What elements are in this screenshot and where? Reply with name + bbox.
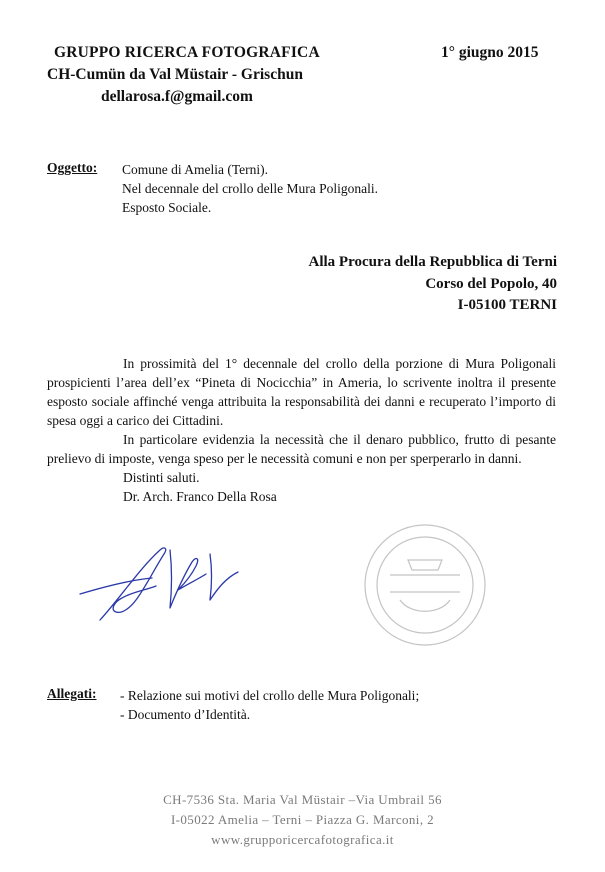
organization-location: CH-Cumün da Val Müstair - Grischun — [47, 66, 303, 83]
attachment-item: - Documento d’Identità. — [120, 707, 251, 722]
organization-email: dellarosa.f@gmail.com — [101, 88, 253, 105]
handwritten-signature — [60, 528, 250, 628]
footer-website: www.grupporicercafotografica.it — [211, 832, 394, 847]
recipient-address — [308, 252, 557, 317]
recipient-line: Alla Procura della Repubblica di Terni — [308, 254, 557, 270]
signature-stroke — [210, 554, 238, 600]
closing-greeting: Distinti saluti. — [123, 470, 200, 485]
subject-line: Comune di Amelia (Terni). — [122, 162, 269, 177]
letter-body — [47, 354, 556, 506]
signature-stroke — [100, 548, 166, 620]
official-stamp — [360, 520, 490, 650]
body-paragraph: In particolare evidenzia la necessità che il denaro pubblico, frutto di pesante prelievo di imposte, venga speso per le necessità comuni e non per sperperarlo in danni. — [47, 432, 556, 466]
subject-label: Oggetto: — [47, 160, 98, 175]
organization-name: GRUPPO RICERCA FOTOGRAFICA — [54, 44, 320, 61]
attachment-item: - Relazione sui motivi del crollo delle Mura Poligonali; — [120, 688, 420, 703]
recipient-line: I-05100 TERNI — [457, 297, 557, 313]
recipient-line: Corso del Popolo, 40 — [425, 275, 557, 292]
attachments-label: Allegati: — [47, 686, 97, 701]
footer-address-switzerland: CH-7536 Sta. Maria Val Müstair –Via Umbrail 56 — [163, 792, 442, 807]
signatory-name: Dr. Arch. Franco Della Rosa — [123, 489, 277, 504]
subject-line: Esposto Sociale. — [122, 200, 212, 215]
letter-footer — [0, 790, 605, 850]
signature-stroke — [170, 550, 206, 608]
letter-date: 1° giugno 2015 — [441, 44, 539, 61]
attachments-list — [120, 686, 419, 724]
subject-block — [122, 160, 378, 217]
footer-address-italy: I-05022 Amelia – Terni – Piazza G. Marconi, 2 — [170, 812, 435, 827]
body-paragraph: In prossimità del 1° decennale del crollo della porzione di Mura Poligonali prospicienti l’area dell’ex “Pineta di Nocicchia” in Ameria, lo scrivente inoltra il presente esposto sociale affinché venga attribuita la responsabilità dei danni e recuperato l’importo di spesa oggi a carico dei Cittadini. — [47, 356, 556, 428]
subject-line: Nel decennale del crollo delle Mura Poligonali. — [122, 181, 379, 196]
